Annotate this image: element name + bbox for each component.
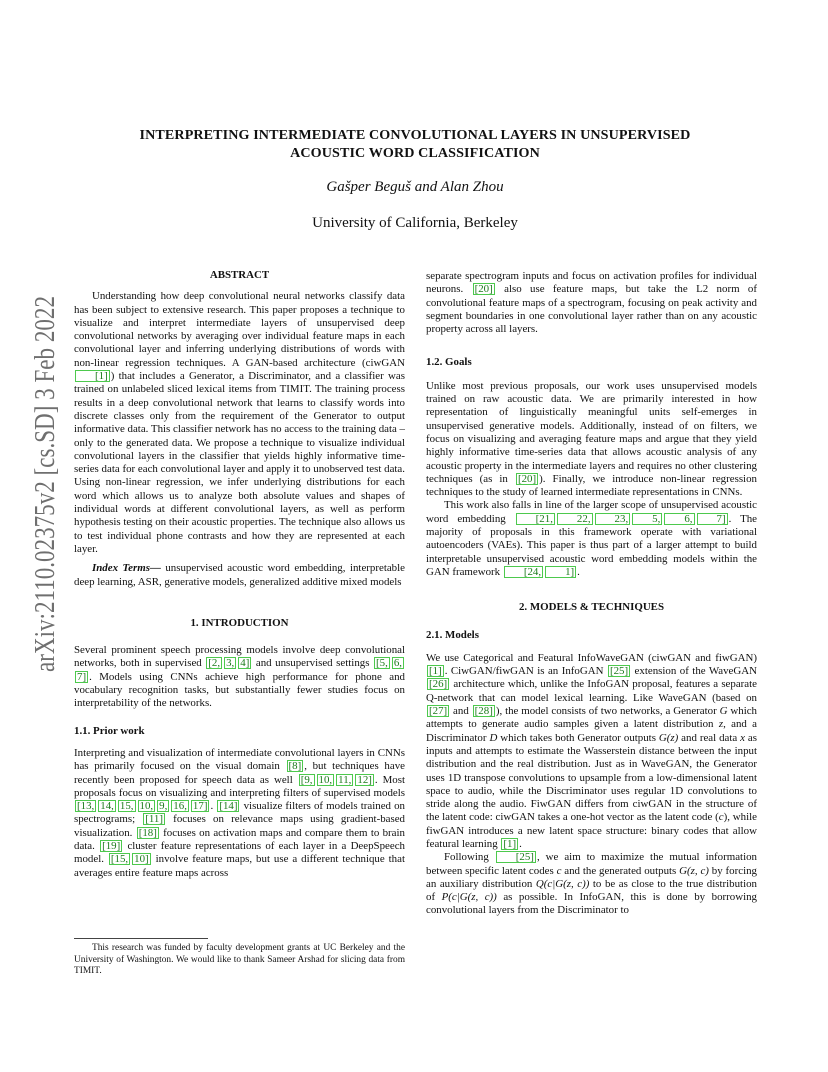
right-text-1: separate spectrogram inputs and focus on activation profiles for individual neurons. bbox=[426, 270, 757, 296]
models-text-9: which takes both Generator outputs bbox=[497, 731, 659, 744]
prior-text-6: focuses on relevance maps using gradient-based visualization. bbox=[74, 813, 406, 839]
math-symbol: G bbox=[719, 705, 728, 718]
models-text-6: ), the model consists of two networks, a Generator bbox=[495, 705, 720, 718]
citation-link[interactable]: [13, bbox=[77, 800, 95, 813]
citation-link[interactable]: [20] bbox=[517, 472, 537, 485]
citation-link[interactable]: 10] bbox=[134, 853, 149, 866]
math-symbol: G(z) bbox=[658, 731, 679, 744]
index-terms-label: Index Terms— bbox=[92, 562, 161, 575]
following-text-1: Following bbox=[444, 851, 495, 864]
prior-text-8: cluster feature representations of each layer in a DeepSpeech model. bbox=[74, 839, 405, 866]
prior-text-3: . Most proposals focus on visualizing and interpreting filters of supervised models bbox=[74, 773, 406, 799]
right-column bbox=[426, 270, 757, 918]
models-text-2: . CiwGAN/fiwGAN is an InfoGAN bbox=[444, 665, 607, 678]
abstract-text bbox=[74, 290, 405, 556]
index-terms-text: unsupervised acoustic word embedding, interpretable deep learning, ASR, generative models, generalized additive mixed models bbox=[74, 562, 405, 588]
goals-text-4: . The majority of proposals in this framework operate with variational autoencoders (VAEs). This paper is thus part of a larger attempt to build interpretable unsupervised acoustic word embedding models within the GAN framework bbox=[426, 512, 757, 578]
citation-link[interactable]: 10, bbox=[139, 800, 154, 813]
citation-link[interactable]: 15, bbox=[119, 800, 134, 813]
prior-text-4: . bbox=[210, 800, 217, 813]
citation-link[interactable]: [18] bbox=[138, 826, 157, 839]
prior-work-text bbox=[74, 747, 405, 880]
following-text bbox=[426, 851, 757, 917]
models-text-10: and real data bbox=[678, 731, 741, 744]
authors: Gašper Beguš and Alan Zhou bbox=[326, 179, 504, 195]
prior-text-5: visualize filters of models trained on spectrograms; bbox=[74, 800, 405, 826]
citation-link[interactable]: [8] bbox=[288, 760, 302, 773]
citation-link[interactable]: [2, bbox=[208, 657, 221, 670]
citation-link[interactable]: 6, bbox=[393, 657, 402, 670]
intro-heading: 1. INTRODUCTION bbox=[190, 616, 289, 629]
intro-text-1: Several prominent speech processing models involve deep convolutional networks, both in supervised bbox=[74, 644, 405, 670]
citation-link[interactable]: 3, bbox=[226, 657, 235, 670]
goals-heading: 1.2. Goals bbox=[426, 356, 472, 369]
citation-link[interactable]: [24, bbox=[504, 566, 543, 578]
models-text-13: . bbox=[519, 837, 522, 850]
math-symbol: D bbox=[489, 731, 498, 744]
goals-text-5: . bbox=[577, 565, 580, 578]
citation-link[interactable]: 7] bbox=[77, 670, 87, 683]
citation-link[interactable]: [25] bbox=[496, 851, 536, 863]
math-symbol: z bbox=[718, 718, 724, 731]
models-heading: 2. MODELS & TECHNIQUES bbox=[518, 601, 665, 614]
citation-link[interactable]: 17] bbox=[192, 800, 208, 813]
citation-link[interactable]: [19] bbox=[102, 839, 121, 852]
citation-link[interactable]: 10, bbox=[318, 773, 333, 786]
title-line-2: ACOUSTIC WORD CLASSIFICATION bbox=[290, 145, 540, 161]
models-text-7: which attempts to generate audio samples given a latent distribution bbox=[426, 705, 758, 731]
following-text-6: as possible. In InfoGAN, this is done by borrowing convolutional layers from the Discriminator to bbox=[426, 891, 758, 917]
citation-link[interactable]: [20] bbox=[474, 283, 493, 296]
models-text-5: and bbox=[450, 705, 472, 718]
abstract-heading: ABSTRACT bbox=[209, 269, 270, 281]
citation-link[interactable]: [11] bbox=[145, 813, 164, 826]
math-symbol: c bbox=[556, 864, 562, 877]
citation-link[interactable]: [14] bbox=[219, 800, 238, 813]
affiliation: University of California, Berkeley bbox=[312, 215, 518, 231]
prior-text-2: , but techniques have recently been proposed for speech data as well bbox=[74, 760, 405, 786]
citation-link[interactable]: 23, bbox=[595, 513, 631, 525]
citation-link[interactable]: 11, bbox=[338, 773, 352, 786]
citation-link[interactable]: 6, bbox=[664, 513, 694, 525]
models-text-12: ), while fiwGAN introduces a new latent space structure: binary codes that allow featural learning bbox=[426, 811, 757, 850]
math-symbol: P(c|G(z, c)) bbox=[441, 891, 497, 904]
citation-link[interactable]: [9, bbox=[300, 773, 313, 786]
prior-work-heading: 1.1. Prior work bbox=[74, 724, 145, 737]
citation-link[interactable]: [15, bbox=[110, 853, 129, 866]
citation-link[interactable]: 9, bbox=[159, 800, 168, 813]
citation-link[interactable]: [28] bbox=[474, 705, 493, 718]
prior-text-1: Interpreting and visualization of intermediate convolutional layers in CNNs has primarily focused on the visual domain bbox=[74, 746, 405, 773]
following-text-3: and the generated outputs bbox=[561, 864, 680, 877]
citation-link[interactable]: [1] bbox=[429, 665, 442, 678]
following-text-2: , we aim to maximize the mutual information between specific latent codes bbox=[426, 851, 757, 877]
models-text-11: as inputs and attempts to estimate the Wasserstein distance between the input distribution and the real distribution. Just as in WaveGAN, the Generator uses 1D transpose convolutions to upsample from a low-dimensional latent space to audio, while the Discriminator uses regular 1D convolutions to stride along the audio. FiwGAN differs from ciwGAN in the structure of the latent code: ciwGAN takes a one-hot vector as the latent code ( bbox=[426, 731, 758, 824]
models-text-3: extension of the WaveGAN bbox=[631, 665, 757, 678]
goals-text-1: Unlike most previous proposals, our work uses unsupervised models trained on raw acoustic data. We are primarily interested in how representation of linguistically meaningful units self-emerges in unsupervised generative models. Additionally, instead of on filters, we focus on visualizing and averaging feature maps and argue that they yield highly informative time-series data that allows acoustic analysis of any acoustic property in the intermediate layers and requires no other clustering techniques (as in bbox=[426, 379, 757, 485]
citation-link[interactable]: [27] bbox=[429, 705, 448, 718]
citation-link[interactable]: [25] bbox=[609, 665, 629, 678]
models-text-8: , and a Discriminator bbox=[426, 718, 757, 744]
intro-text-3: . Models using CNNs achieve high performance for phone and vocabulary recognition tasks, but substantially fewer studies focus on interpretability of the networks. bbox=[74, 670, 405, 710]
math-symbol: x bbox=[740, 731, 745, 744]
arxiv-stamp bbox=[22, 294, 68, 672]
left-column bbox=[74, 269, 405, 880]
abstract-text-2: ) that includes a Generator, a Discriminator, and a classifier was trained on unlabeled sliced lexical items from TIMIT. The training process results in a deep convolutional network that learns to classify words into discrete classes only from the requirement of the Generator to output informative data. This classifier network has no access to the training data – only to the generated data. We propose a technique to visualize individual convolutional layers in the classifier that yields highly informative time-series data for each convolutional layer and apply it to unobserved test data. Using non-linear regression, we infer underlying distributions for each word which allows us to analyze both absolute values and shapes of individual words at different convolutional layers, as well as perform hypothesis testing on their acoustic properties. The technique also allows us to test individual phone contrasts and how they are represented at each layer. bbox=[74, 370, 405, 555]
prior-text-7: focuses on activation maps and compare them to brain data. bbox=[74, 826, 405, 852]
goals-text-cont bbox=[426, 499, 757, 579]
following-text-5: to be as close to the true distribution of bbox=[426, 877, 757, 904]
prior-text-9: involve feature maps, but use a different technique that averages entire feature maps across bbox=[74, 853, 405, 879]
index-terms bbox=[74, 562, 405, 589]
citation-link[interactable]: 22, bbox=[557, 513, 593, 525]
citation-link[interactable]: 4] bbox=[240, 657, 250, 670]
citation-link[interactable]: 16, bbox=[173, 800, 187, 813]
models-text bbox=[426, 652, 757, 851]
footnote: This research was funded by faculty development grants at UC Berkeley and the University of Washington. We would like to thank Sameer Arshad for slicing data from TIMIT. bbox=[74, 943, 405, 977]
citation-link[interactable]: [26] bbox=[429, 678, 448, 691]
following-text-4: by forcing an auxiliary distribution bbox=[426, 864, 757, 890]
models-text-4: architecture which, unlike the InfoGAN proposal, features a separate Q-network that can model lexical learning. Like WaveGAN (based on bbox=[426, 678, 757, 704]
citation-link[interactable]: [1] bbox=[503, 837, 517, 850]
models-subheading: 2.1. Models bbox=[426, 628, 479, 641]
citation-link[interactable]: 14, bbox=[100, 800, 114, 813]
right-text-2: also use feature maps, but take the L2 norm of convolutional feature maps of a spectrogram, focusing on peak activity and segment boundaries in one convolutional layer rather than on any acoustic property across all layers. bbox=[426, 283, 757, 336]
intro-text bbox=[74, 644, 405, 710]
paper-title bbox=[90, 126, 740, 162]
arxiv-stamp-text: arXiv:2110.02375v2 [cs.SD] 3 Feb 2022 bbox=[29, 294, 61, 672]
goals-text-2: ). Finally, we introduce non-linear regression techniques to the study of learned intermediate representations in CNNs. bbox=[426, 472, 757, 499]
citation-link[interactable]: [5, bbox=[376, 657, 388, 670]
math-symbol: G(z, c) bbox=[679, 864, 709, 877]
footnote-rule bbox=[74, 938, 208, 939]
citation-link[interactable]: 7] bbox=[697, 513, 728, 525]
goals-text bbox=[426, 380, 757, 500]
abstract-text-1: Understanding how deep convolutional neural networks classify data has been subject to extensive research. This paper proposes a technique to visualize and interpret intermediate layers of unsupervised deep convolutional networks by averaging over individual feature maps in each convolutional layer and inferring underlying distributions of words with non-linear regression techniques. A GAN-based architecture (ciwGAN bbox=[74, 290, 405, 369]
right-continuation bbox=[426, 270, 757, 336]
title-line-1: INTERPRETING INTERMEDIATE CONVOLUTIONAL LAYERS IN UNSUPERVISED bbox=[139, 127, 691, 143]
intro-text-2: and unsupervised settings bbox=[252, 657, 374, 670]
citation-link[interactable]: 1] bbox=[545, 566, 576, 578]
citation-link[interactable]: 12] bbox=[357, 773, 372, 786]
models-text-1: We use Categorical and Featural InfoWaveGAN (ciwGAN and fiwGAN) bbox=[426, 651, 757, 664]
math-symbol: c bbox=[718, 811, 724, 824]
goals-text-3: This work also falls in line of the larger scope of unsupervised acoustic word embedding bbox=[426, 499, 757, 525]
citation-link[interactable]: [1] bbox=[75, 370, 110, 382]
citation-link[interactable]: 5, bbox=[632, 513, 662, 525]
citation-link[interactable]: [21, bbox=[516, 513, 555, 525]
math-symbol: Q(c|G(z, c)) bbox=[535, 877, 590, 890]
